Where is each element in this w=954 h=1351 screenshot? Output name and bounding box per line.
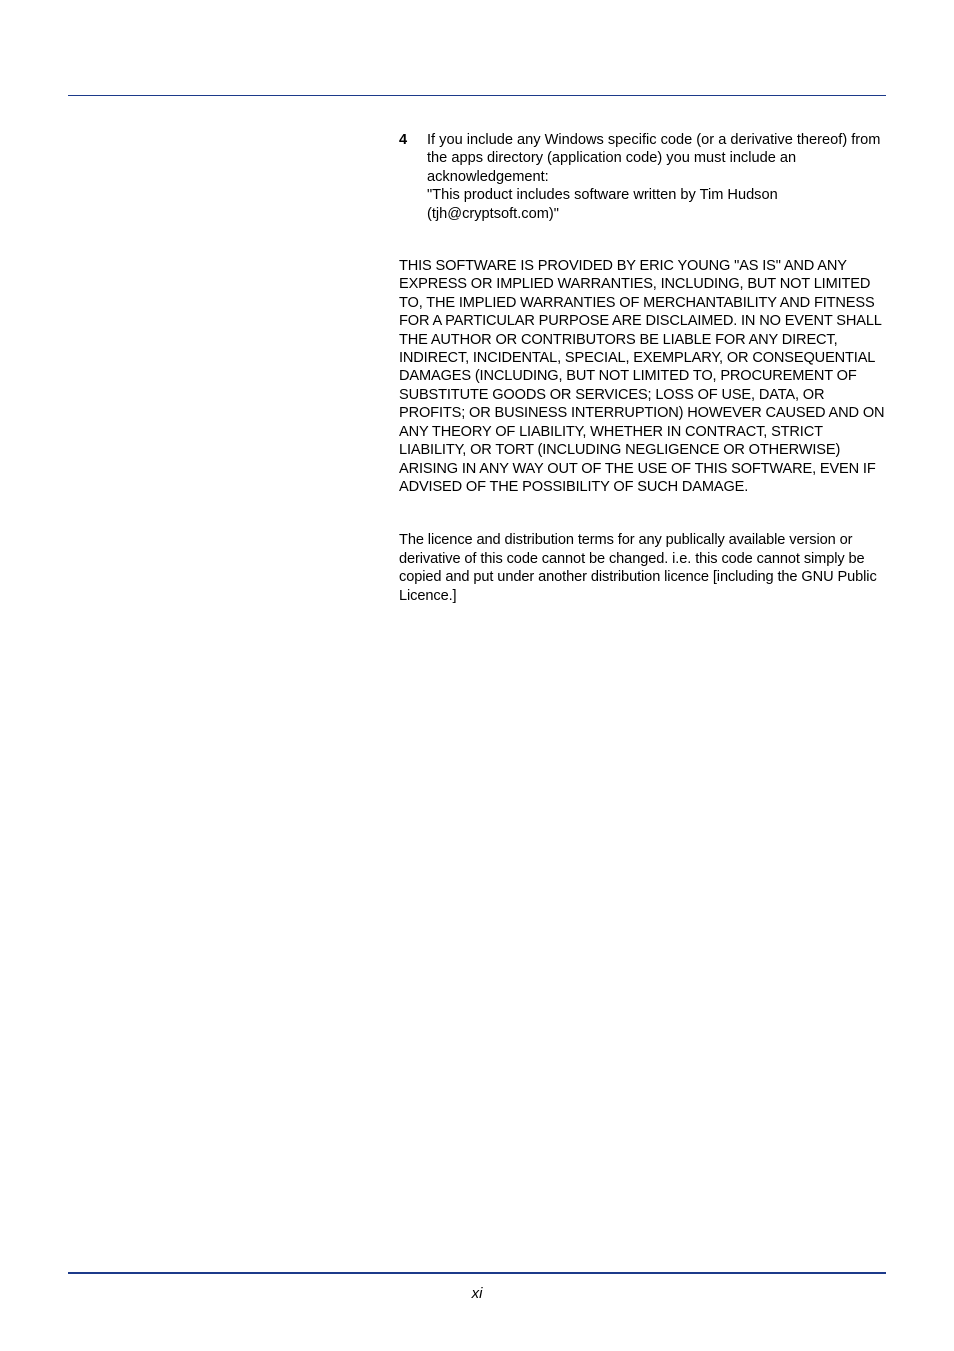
document-body bbox=[399, 131, 886, 605]
clause-acknowledgement-requirement: If you include any Windows specific code (or a derivative thereof) from the apps directory (application code) you must include an acknowledgement: bbox=[427, 132, 881, 185]
clause-acknowledgement-quote: "This product includes software written by Tim Hudson (tjh@cryptsoft.com)" bbox=[427, 187, 778, 222]
licence-terms: The licence and distribution terms for any publically available version or derivative of this code cannot be changed. i.e. this code cannot simply be copied and put under another distribution licence [including the GNU Public Licence.] bbox=[399, 532, 877, 604]
footer-rule bbox=[68, 1272, 886, 1274]
page-number: xi bbox=[471, 1285, 483, 1302]
clause-4 bbox=[399, 131, 886, 223]
clause-number: 4 bbox=[399, 132, 408, 148]
header-rule bbox=[68, 95, 886, 96]
clause-text bbox=[427, 131, 886, 223]
warranty-disclaimer: THIS SOFTWARE IS PROVIDED BY ERIC YOUNG "AS IS" AND ANY EXPRESS OR IMPLIED WARRANTIES, INCLUDING, BUT NOT LIMITED TO, THE IMPLIED WARRANTIES OF MERCHANTABILITY AND FITNESS FOR A PARTICULAR PURPOSE ARE DISCLAIMED. IN NO EVENT SHALL THE AUTHOR OR CONTRIBUTORS BE LIABLE FOR ANY DIRECT, INDIRECT, INCIDENTAL, SPECIAL, EXEMPLARY, OR CONSEQUENTIAL DAMAGES (INCLUDING, BUT NOT LIMITED TO, PROCUREMENT OF SUBSTITUTE GOODS OR SERVICES; LOSS OF USE, DATA, OR PROFITS; OR BUSINESS INTERRUPTION) HOWEVER CAUSED AND ON ANY THEORY OF LIABILITY, WHETHER IN CONTRACT, STRICT LIABILITY, OR TORT (INCLUDING NEGLIGENCE OR OTHERWISE) ARISING IN ANY WAY OUT OF THE USE OF THIS SOFTWARE, EVEN IF ADVISED OF THE POSSIBILITY OF SUCH DAMAGE. bbox=[399, 258, 885, 495]
